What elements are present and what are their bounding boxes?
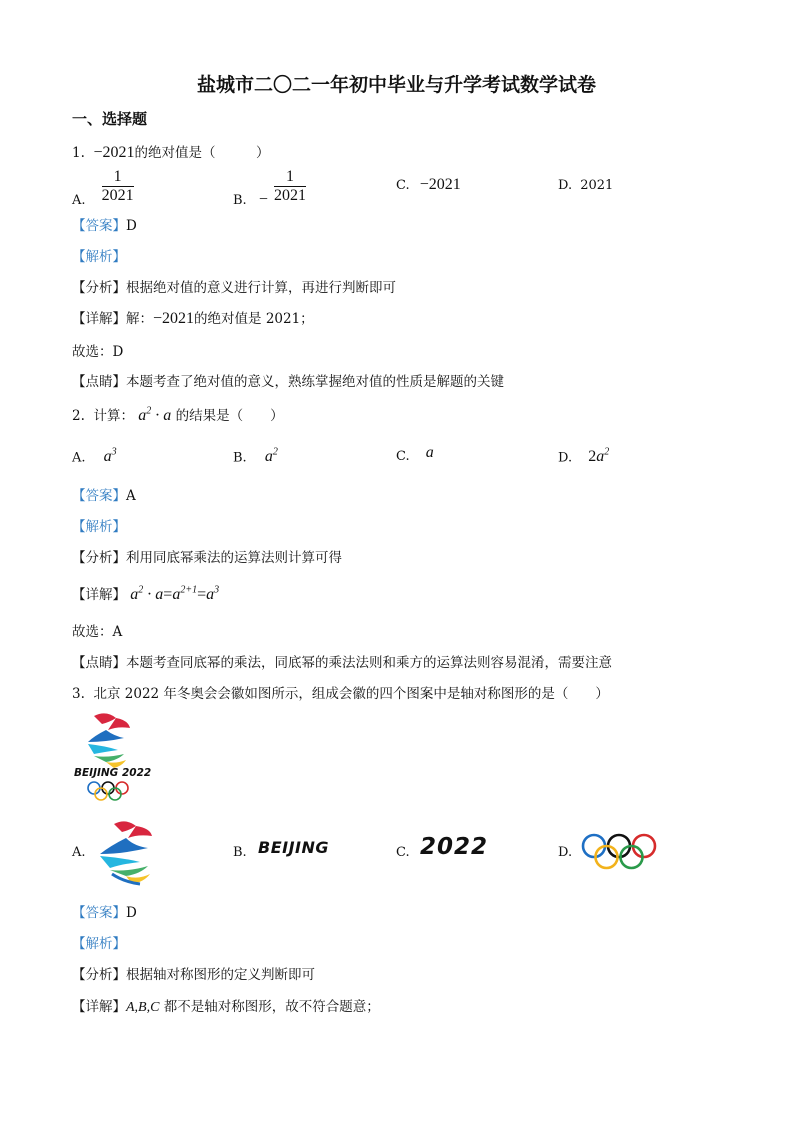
q1-option-a-numerator: 1 — [113, 168, 122, 185]
q1-dianjing-text: 本题考查了绝对值的意义，熟练掌握绝对值的性质是解题的关键 — [126, 374, 504, 390]
q2-analysis-tag: 【解析】 — [72, 519, 126, 535]
q3-option-a-figure — [92, 818, 162, 888]
q1-fenxi-tag: 【分析】 — [72, 280, 126, 296]
q1-option-d-label: D. — [558, 178, 573, 193]
q3-emblem-figure — [72, 708, 152, 808]
q3-answer-value: D — [126, 905, 137, 921]
q2-option-a — [72, 447, 117, 466]
q2-xiangjie-expr: $a^2 \cdot a=a^{2+1}=a^3$ — [130, 584, 220, 603]
q2-stem-expr: $a^2 \cdot a$ — [138, 405, 172, 424]
q2-option-d-coef: 2 — [588, 448, 597, 466]
q3-xiangjie — [72, 995, 380, 1016]
q1-option-c — [396, 176, 461, 194]
q2-option-c — [396, 444, 434, 465]
q2-number: 2. — [72, 408, 85, 424]
q1-option-b-denominator: 2021 — [274, 187, 306, 204]
q3-option-a-label: A. — [72, 845, 86, 860]
q3-xiangjie-post: 都不是轴对称图形，故不符合题意； — [159, 999, 380, 1015]
q2-answer — [72, 484, 136, 504]
q3-number: 3. — [72, 686, 85, 702]
q1-number: 1. — [72, 145, 85, 161]
q1-xiangjie-expr: −2021 — [153, 310, 195, 327]
q1-option-b-fraction — [274, 168, 306, 205]
q2-option-d-label: D. — [558, 450, 573, 466]
q3-fenxi — [72, 963, 315, 983]
q1-option-d — [558, 178, 613, 193]
q3-stem-text: 北京 2022 年冬奥会会徽如图所示，组成会徽的四个图案中是轴对称图形的是（ ） — [93, 686, 609, 702]
q1-answer — [72, 214, 137, 234]
q2-xiangjie — [72, 583, 219, 604]
q3-answer-tag: 【答案】 — [72, 905, 126, 921]
emblem-ribbon-icon — [92, 818, 162, 888]
q2-option-d — [558, 447, 609, 466]
q2-option-b-base: a — [264, 448, 273, 466]
q2-answer-tag: 【答案】 — [72, 488, 126, 504]
q2-option-b — [233, 447, 278, 466]
q1-option-a — [72, 168, 134, 208]
q1-option-b — [233, 168, 306, 208]
q1-dianjing-tag: 【点睛】 — [72, 374, 126, 390]
q3-stem — [72, 682, 609, 702]
q2-fenxi-tag: 【分析】 — [72, 550, 126, 566]
q2-stem-post: 的结果是（ ） — [175, 408, 284, 424]
q1-xiangjie-post: 的绝对值是 2021； — [194, 311, 314, 327]
q3-option-d-label: D. — [558, 845, 573, 860]
q3-option-c-text: 2022 — [420, 834, 489, 860]
q3-option-c-label: C. — [396, 845, 410, 860]
q3-option-d-figure — [580, 830, 660, 872]
q3-analysis-tag: 【解析】 — [72, 936, 126, 952]
q1-option-b-numerator: 1 — [286, 168, 294, 185]
q2-xiangjie-tag: 【详解】 — [72, 587, 126, 603]
q2-stem-pre: 计算： — [93, 408, 134, 424]
q1-xiangjie — [72, 307, 314, 328]
q1-option-c-label: C. — [396, 178, 410, 193]
q1-option-a-denominator: 2021 — [101, 187, 134, 204]
q1-analysis-tag: 【解析】 — [72, 249, 126, 265]
q1-stem-text: 的绝对值是（ ） — [134, 145, 270, 161]
q2-option-a-exp: 3 — [111, 447, 117, 458]
q2-option-d-base: a — [596, 448, 605, 466]
q1-option-a-label: A. — [72, 193, 86, 208]
q2-option-b-exp: 2 — [272, 447, 278, 458]
winter-olympics-emblem-icon — [72, 708, 152, 808]
q3-answer — [72, 901, 137, 921]
q2-option-d-exp: 2 — [604, 447, 610, 458]
q3-option-b-label: B. — [233, 845, 247, 860]
q2-option-a-base: a — [103, 448, 112, 466]
q1-stem — [72, 141, 270, 162]
q1-answer-tag: 【答案】 — [72, 218, 126, 234]
q2-fenxi-text: 利用同底幂乘法的运算法则计算可得 — [126, 550, 342, 566]
q3-xiangjie-tag: 【详解】 — [72, 999, 126, 1015]
q2-dianjing — [72, 651, 612, 671]
q2-option-b-label: B. — [233, 450, 247, 466]
q1-option-b-sign: − — [258, 191, 268, 208]
q2-conclusion: 故选：A — [72, 624, 123, 640]
q1-stem-expr: −2021 — [93, 144, 135, 161]
q3-fenxi-text: 根据轴对称图形的定义判断即可 — [126, 967, 315, 983]
olympic-rings-icon — [580, 830, 660, 872]
q2-stem — [72, 404, 284, 425]
q1-xiangjie-tag: 【详解】 — [72, 311, 126, 327]
q2-option-c-label: C. — [396, 449, 410, 464]
q1-answer-value: D — [126, 218, 137, 234]
q1-dianjing — [72, 370, 504, 390]
q2-dianjing-text: 本题考查同底幂的乘法，同底幂的乘法法则和乘方的运算法则容易混淆，需要注意 — [126, 655, 612, 671]
emblem-beijing-2022-text: BEIJING 2022 — [74, 767, 152, 779]
q1-option-a-fraction — [102, 168, 134, 205]
page-title: 盐城市二〇二一年初中毕业与升学考试数学试卷 — [196, 74, 596, 96]
q2-answer-value: A — [126, 488, 136, 504]
q1-fenxi — [72, 276, 396, 296]
q2-dianjing-tag: 【点睛】 — [72, 655, 126, 671]
q1-xiangjie-pre: 解： — [126, 311, 153, 327]
q1-option-b-label: B. — [233, 193, 247, 208]
q3-xiangjie-letters: A,B,C — [126, 1000, 160, 1015]
section-heading: 一、选择题 — [72, 110, 148, 128]
q1-conclusion: 故选：D — [72, 344, 124, 360]
q2-option-c-base: a — [425, 444, 434, 461]
q3-fenxi-tag: 【分析】 — [72, 967, 126, 983]
q2-option-a-label: A. — [72, 450, 86, 466]
q2-fenxi — [72, 546, 342, 566]
q1-fenxi-text: 根据绝对值的意义进行计算，再进行判断即可 — [126, 280, 396, 296]
q3-option-b-text: BEIJING — [258, 838, 330, 857]
q1-option-c-text: −2021 — [419, 176, 461, 193]
q1-option-d-text: 2021 — [580, 178, 614, 193]
